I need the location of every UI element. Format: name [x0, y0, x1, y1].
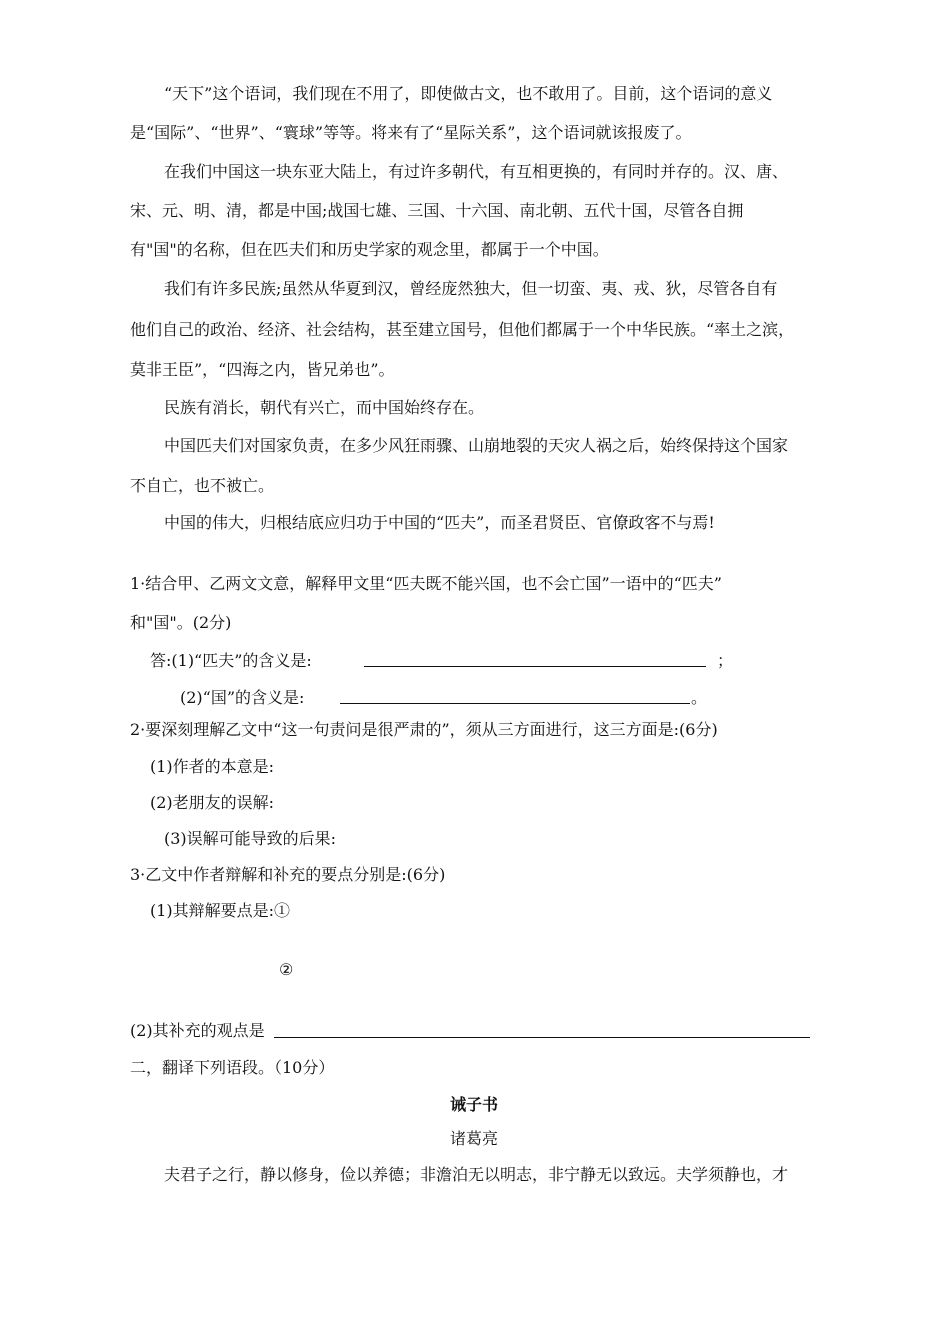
q2-answer-2: (2)老朋友的误解:	[150, 793, 275, 812]
section-2-heading: 二，翻译下列语段。（10分）	[130, 1058, 335, 1077]
passage-line: 他们自己的政治、经济、社会结构，甚至建立国号，但他们都属于一个中华民族。“率土之滨，	[130, 320, 795, 339]
text-author: 诸葛亮	[450, 1129, 499, 1148]
q1-answer-2-blank[interactable]	[340, 703, 690, 704]
passage-line: 中国匹夫们对国家负责，在多少风狂雨骤、山崩地裂的天灾人祸之后，始终保持这个国家	[164, 436, 789, 455]
q2-answer-3: (3)误解可能导致的后果:	[164, 829, 337, 848]
passage-line: 中国的伟大，归根结底应归功于中国的“匹夫”，而圣君贤臣、官僚政客不与焉!	[164, 513, 715, 532]
q1-answer-1-label: 答:(1)“匹夫”的含义是:	[150, 651, 312, 670]
text-line: 夫君子之行，静以修身，俭以养德；非澹泊无以明志，非宁静无以致远。夫学须静也，才	[164, 1165, 789, 1184]
q3-answer-2-blank[interactable]	[274, 1037, 810, 1038]
q3-answer-1: (1)其辩解要点是:①	[150, 901, 291, 920]
q1-answer-1	[150, 651, 312, 671]
question-3: 3·乙文中作者辩解和补充的要点分别是:(6分)	[130, 865, 446, 884]
q1-answer-1-end: ；	[717, 651, 734, 670]
passage-line: 我们有许多民族;虽然从华夏到汉，曾经庞然独大，但一切蛮、夷、戎、狄，尽管各自有	[164, 279, 778, 298]
question-1-cont: 和"国"。(2分)	[130, 613, 232, 632]
question-2: 2·要深刻理解乙文中“这一句责问是很严肃的”，须从三方面进行，这三方面是:(6分)	[130, 720, 718, 739]
passage-line: 是“国际”、“世界”、“寰球”等等。将来有了“星际关系”，这个语词就该报废了。	[130, 123, 692, 142]
passage-line: 宋、元、明、清，都是中国;战国七雄、三国、十六国、南北朝、五代十国，尽管各自拥	[130, 201, 744, 220]
passage-line: 民族有消长，朝代有兴亡，而中国始终存在。	[164, 398, 485, 417]
q1-answer-2-end: 。	[691, 688, 708, 707]
passage-line: 不自亡，也不被亡。	[130, 476, 275, 495]
passage-line: 有"国"的名称，但在匹夫们和历史学家的观念里，都属于一个中国。	[130, 240, 609, 259]
q1-answer-1-blank[interactable]	[364, 666, 706, 667]
passage-line: 在我们中国这一块东亚大陆上，有过许多朝代，有互相更换的，有同时并存的。汉、唐、	[164, 162, 789, 181]
question-1: 1·结合甲、乙两文文意，解释甲文里“匹夫既不能兴国，也不会亡国”一语中的“匹夫”	[130, 574, 722, 593]
q2-answer-1: (1)作者的本意是:	[150, 757, 275, 776]
passage-line: 莫非王臣”，“四海之内，皆兄弟也”。	[130, 360, 395, 379]
passage-line: “天下”这个语词，我们现在不用了，即使做古文，也不敢用了。目前，这个语词的意义	[164, 84, 773, 103]
q1-answer-2-label: (2)“国”的含义是:	[180, 688, 305, 707]
text-title: 诫子书	[450, 1095, 499, 1114]
q3-answer-1b: ②	[279, 960, 294, 979]
q3-answer-2-label: (2)其补充的观点是	[130, 1021, 265, 1040]
